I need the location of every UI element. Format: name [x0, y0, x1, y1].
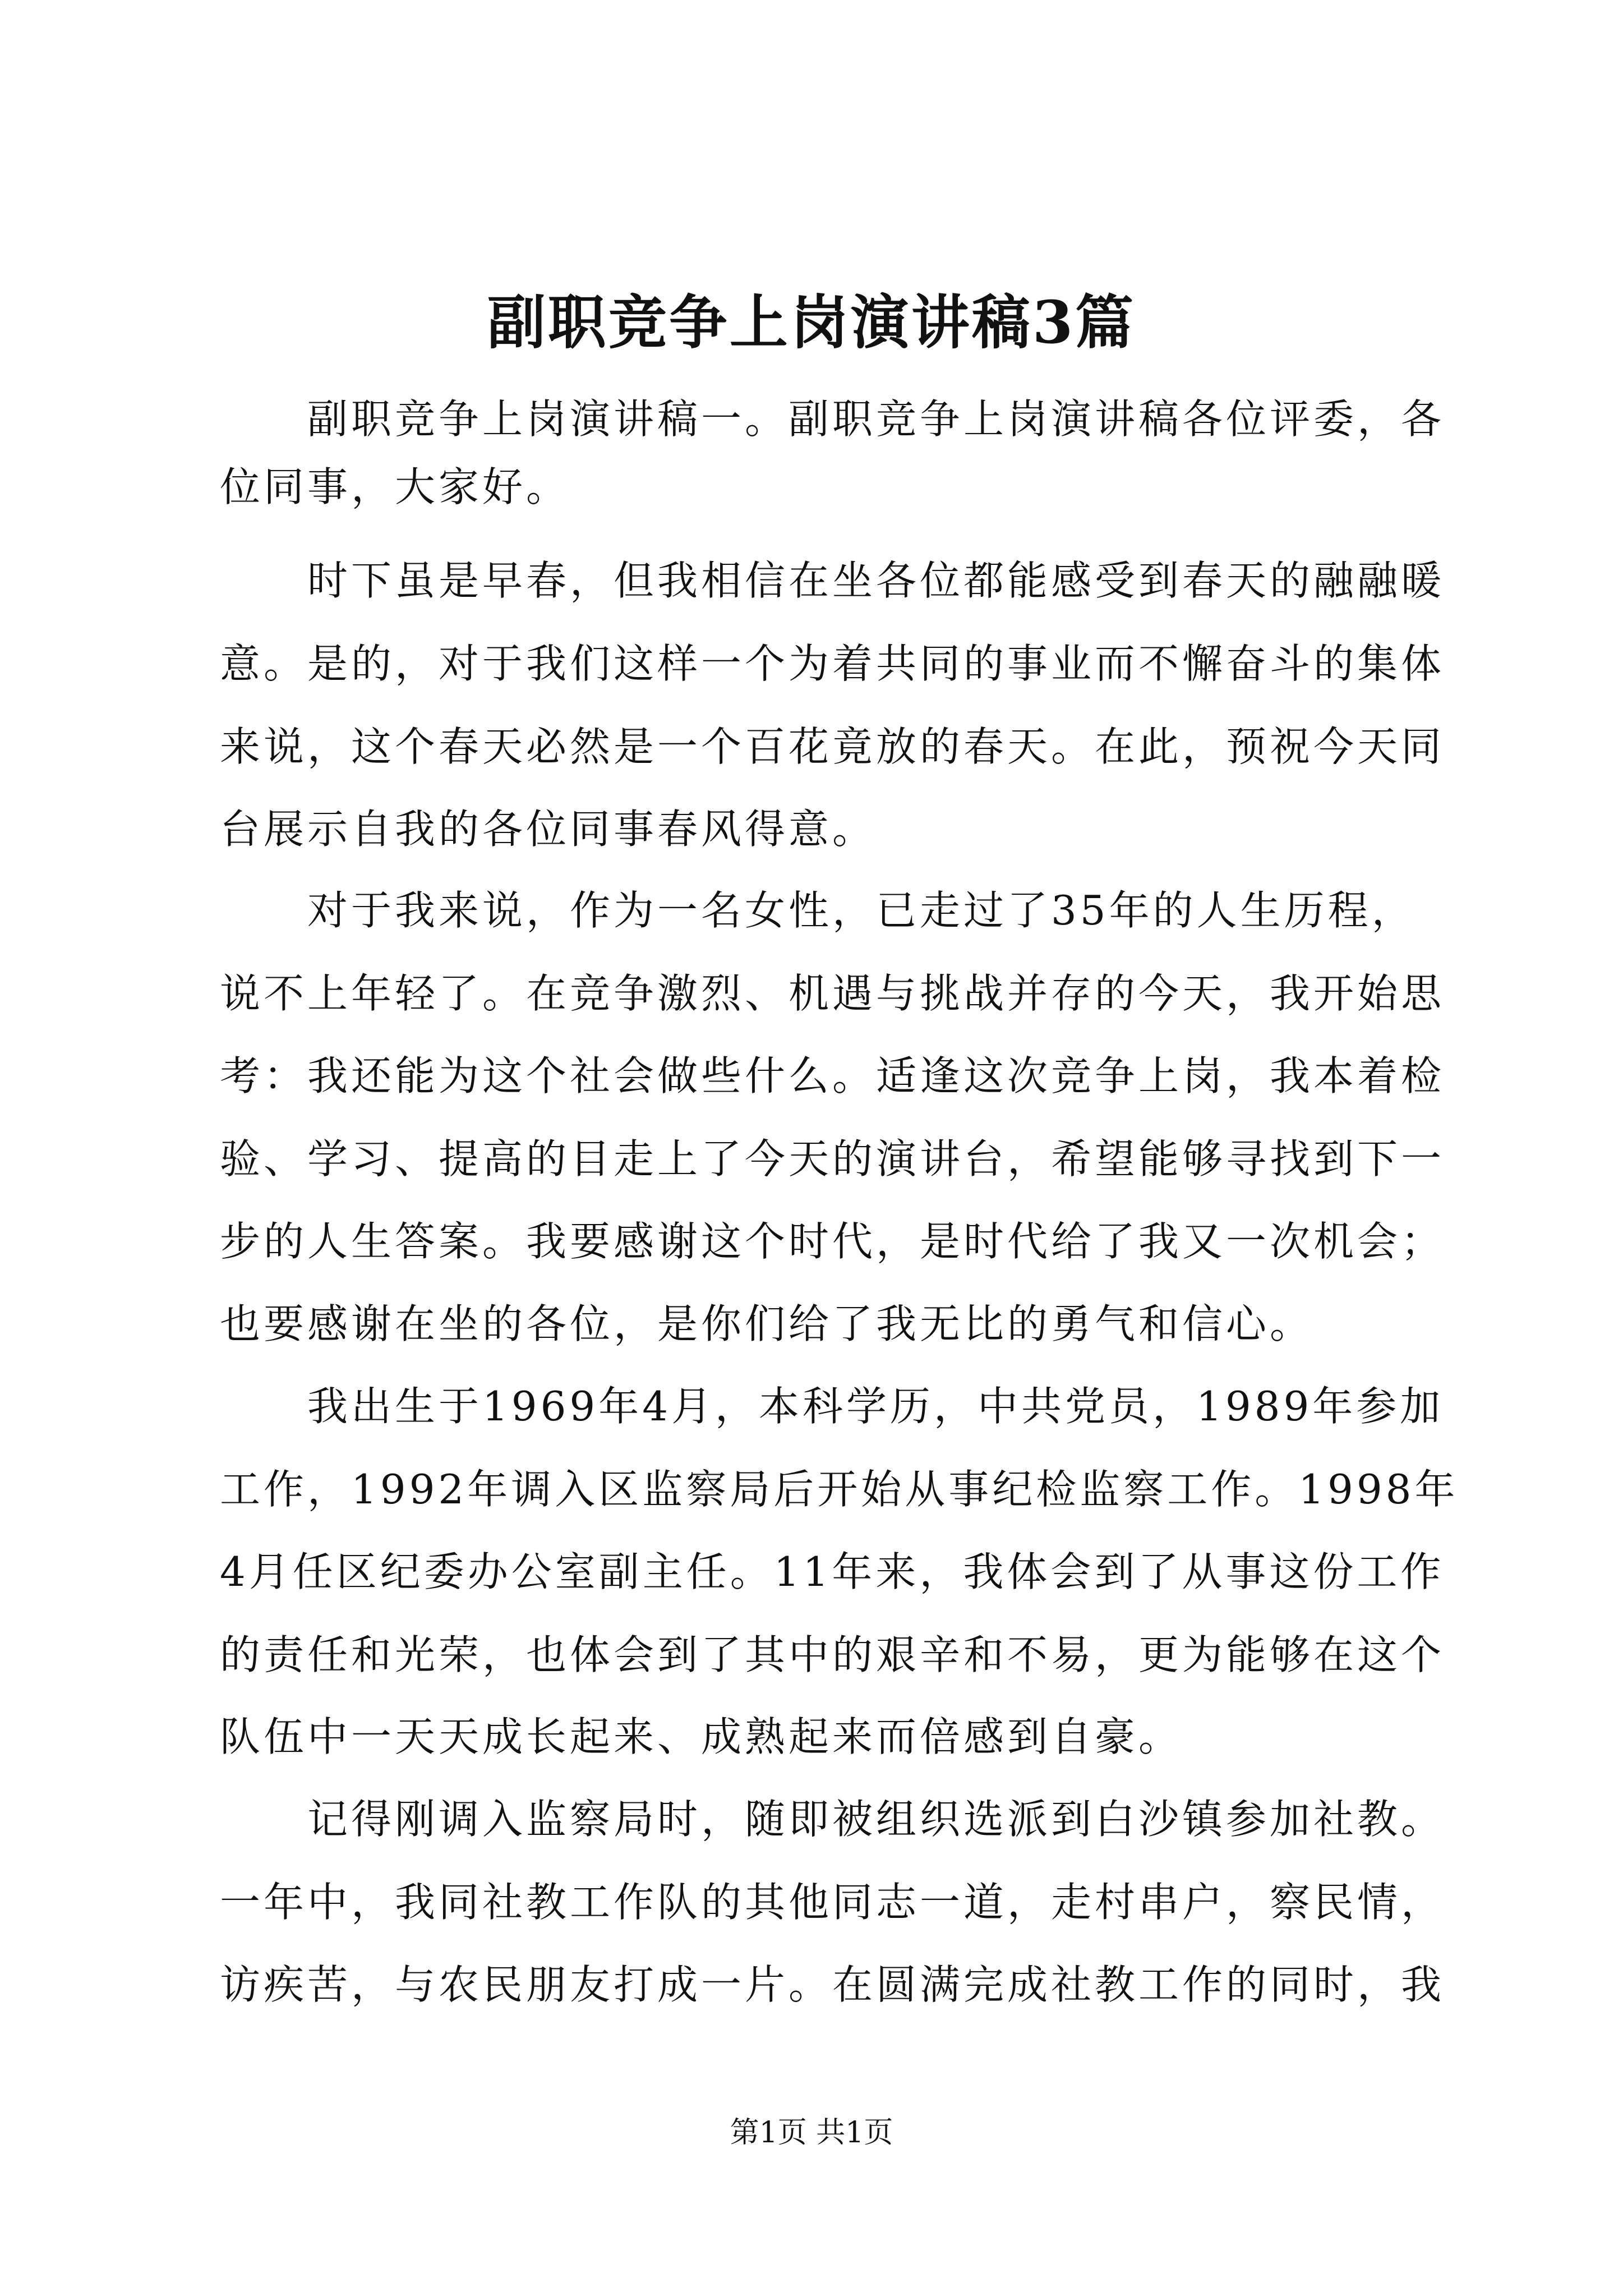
text-line: 意。是的，对于我们这样一个为着共同的事业而不懈奋斗的集体 [220, 640, 1445, 687]
text-line: 位同事，大家好。 [220, 463, 570, 510]
text-line: 副职竞争上岗演讲稿一。副职竞争上岗演讲稿各位评委，各 [307, 395, 1445, 443]
document-title: 副职竞争上岗演讲稿3篇 [487, 288, 1136, 357]
text-line: 访疾苦，与农民朋友打成一片。在圆满完成社教工作的同时，我 [220, 1961, 1445, 2008]
text-line: 队伍中一天天成长起来、成熟起来而倍感到自豪。 [220, 1713, 1183, 1760]
page-footer: 第1页 共1页 [730, 2116, 893, 2150]
text-line: 4月任区纪委办公室副主任。11年来，我体会到了从事这份工作 [220, 1548, 1445, 1595]
text-line: 也要感谢在坐的各位，是你们给了我无比的勇气和信心。 [220, 1300, 1314, 1347]
text-line: 台展示自我的各位同事春风得意。 [220, 806, 877, 853]
text-line: 的责任和光荣，也体会到了其中的艰辛和不易，更为能够在这个 [220, 1631, 1445, 1678]
text-line: 工作，1992年调入区监察局后开始从事纪检监察工作。1998年 [220, 1466, 1459, 1513]
text-line: 对于我来说，作为一名女性，已走过了35年的人生历程， [307, 887, 1415, 934]
text-line: 一年中，我同社教工作队的其他同志一道，走村串户，察民情， [220, 1879, 1445, 1926]
text-line: 步的人生答案。我要感谢这个时代，是时代给了我又一次机会； [220, 1218, 1445, 1265]
text-line: 来说，这个春天必然是一个百花竟放的春天。在此，预祝今天同 [220, 723, 1445, 770]
text-line: 时下虽是早春，但我相信在坐各位都能感受到春天的融融暖 [307, 557, 1445, 604]
text-line: 验、学习、提高的目走上了今天的演讲台，希望能够寻找到下一 [220, 1135, 1445, 1182]
text-line: 考：我还能为这个社会做些什么。适逢这次竞争上岗，我本着检 [220, 1052, 1445, 1099]
text-line: 我出生于1969年4月，本科学历，中共党员，1989年参加 [307, 1383, 1444, 1430]
text-line: 说不上年轻了。在竞争激烈、机遇与挑战并存的今天，我开始思 [220, 970, 1445, 1017]
text-line: 记得刚调入监察局时，随即被组织选派到白沙镇参加社教。 [307, 1796, 1445, 1843]
